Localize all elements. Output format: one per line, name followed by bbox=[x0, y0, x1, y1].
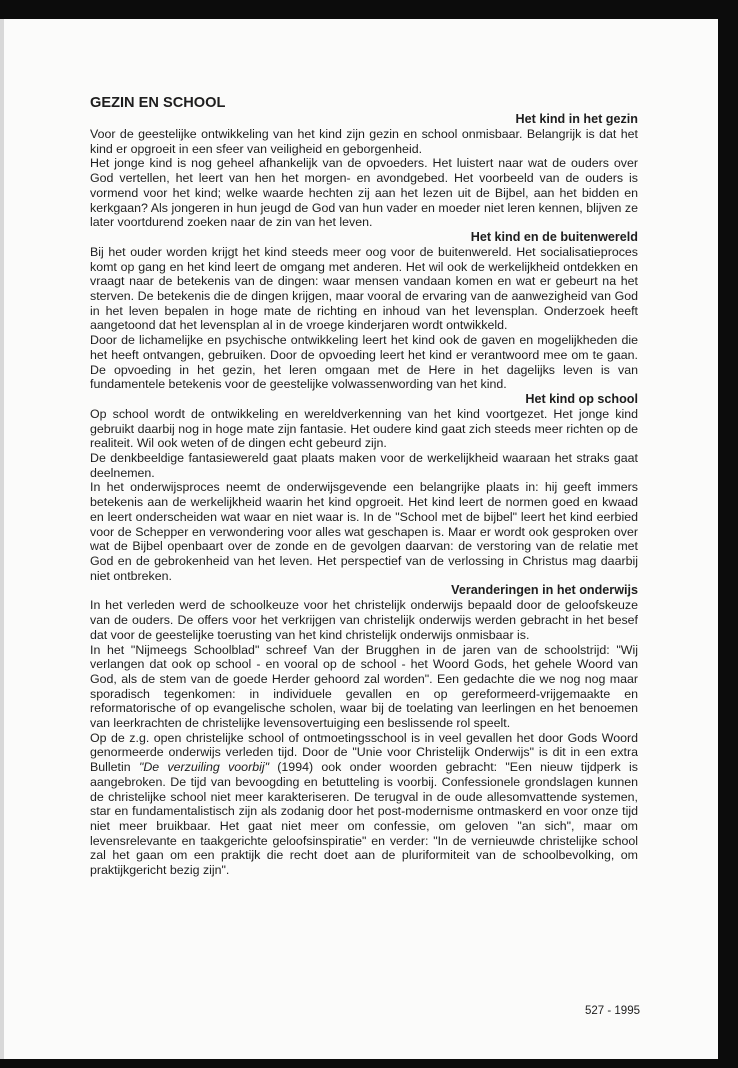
paragraph: In het verleden werd de schoolkeuze voor het christelijk onderwijs bepaald door de geloofskeuze van de ouders. De offers voor het verkrijgen van christelijk onderwijs werden gebracht in het besef dat voor de geestelijke toerusting van het kind christelijk onderwijs onmisbaar is. bbox=[90, 598, 638, 642]
paragraph bbox=[90, 731, 638, 878]
paragraph: In het "Nijmeegs Schoolblad" schreef Van der Brugghen in de jaren van de schoolstrijd: "Wij verlangen dat ook op school - en vooral op de school - het Woord Gods, het gehele Woord van God, als de stem van de goede Herder gehoord zal worden". Een gedachte die we nog nog maar sporadisch tegenkomen: in individuele gevallen en op gereformeerd-vrijgemaakte en reformatorische of op evangelische scholen, waar bij de toelating van leerlingen en het benoemen van leerkrachten de christelijke levensovertuiging een beslissende rol speelt. bbox=[90, 642, 638, 731]
paragraph: De denkbeeldige fantasiewereld gaat plaats maken voor de werkelijkheid waaraan het straks gaat deelnemen. bbox=[90, 451, 638, 480]
page-number: 527 - 1995 bbox=[585, 1005, 640, 1017]
paragraph: Op school wordt de ontwikkeling en wereldverkenning van het kind voortgezet. Het jonge kind gebruikt daarbij nog in hoge mate zijn fantasie. Het oudere kind gaat zich steeds meer richten op de realiteit. Wil ook weten of de dingen echt gebeurd zijn. bbox=[90, 406, 638, 451]
article-title: GEZIN EN SCHOOL bbox=[90, 95, 226, 111]
scan-border-top bbox=[0, 0, 738, 19]
bulletin-title: "De verzuiling voorbij" bbox=[138, 760, 269, 775]
section-heading: Veranderingen in het onderwijs bbox=[451, 583, 638, 598]
scan-border-bottom bbox=[0, 1059, 738, 1068]
paragraph: Door de lichamelijke en psychische ontwikkeling leert het kind ook de gaven en mogelijkheden die het heeft ontvangen, gebruiken. Door de opvoeding leert het kind er verantwoord mee om te gaan. De opvoeding in het gezin, het leren omgaan met de Here in het dagelijks leven is van fundamentele betekenis voor de geestelijke volwassenwording van het kind. bbox=[90, 333, 638, 392]
paragraph-text: Op de z.g. open christelijke school of ontmoetingsschool is in veel gevallen het door Gods Woord genormeerde onderwijs verleden tijd. Door de "Unie voor Christelijk Onderwijs" is dit in een extra Bulletin bbox=[90, 730, 638, 775]
paragraph: In het onderwijsproces neemt de onderwijsgevende een belangrijke plaats in: hij geeft immers betekenis aan de werkelijkheid waarin het kind opgroeit. Het kind leert de normen goed en kwaad en leert onderscheiden wat waar en niet waar is. In de "School met de bijbel" leert het kind eerbied voor de Schepper en verwondering voor alles wat geschapen is. Maar er wordt ook gesproken over wat de Bijbel openbaart over de zonde en de gevolgen daarvan: de verstoring van de relatie met God en de gebrokenheid van het leven. Het perspectief van de verlossing in Christus mag daarbij niet ontbreken. bbox=[90, 480, 638, 583]
article bbox=[90, 95, 638, 878]
paragraph: Voor de geestelijke ontwikkeling van het kind zijn gezin en school onmisbaar. Belangrijk is dat het kind er opgroeit in een sfeer van veiligheid en geborgenheid. bbox=[90, 127, 638, 156]
section-heading: Het kind op school bbox=[525, 391, 638, 406]
paragraph: Bij het ouder worden krijgt het kind steeds meer oog voor de buitenwereld. Het socialisatieproces komt op gang en het kind leert de omgang met anderen. Het wil ook de werkelijkheid ontdekken en vraagt naar de betekenis van de dingen: waar mensen vandaan komen en wat er gebeurt na het sterven. De betekenis die de dingen krijgen, maar vooral de ervaring van de aanwezigheid van God in het leven bepalen in hoge mate de richting en inhoud van het levensplan. Onderzoek heeft aangetoond dat het levensplan al in de vroege kinderjaren wordt ontwikkeld. bbox=[90, 244, 638, 333]
paragraph: Het jonge kind is nog geheel afhankelijk van de opvoeders. Het luistert naar wat de ouders over God vertellen, het leert van hen het morgen- en avondgebed. Het voorbeeld van de ouders is vormend voor het kind; welke waarde hechten zij aan het lezen uit de Bijbel, aan het bidden en kerkgaan? Als jongeren in hun jeugd de God van hun vader en moeder niet leren kennen, blijven ze later voortdurend zoeken naar de zin van het leven. bbox=[90, 156, 638, 230]
scan-border-right bbox=[718, 0, 738, 1068]
paragraph-text: (1994) ook onder woorden gebracht: "Een nieuw tijdperk is aangebroken. De tijd van bevoogding en betutteling is voorbij. Confessionele grondslagen kunnen de christelijke school niet meer karakteriseren. De terugval in de oude allesomvattende systemen, star en fundamentalistisch zijn als zodanig door het post-modernisme ontmaskerd en voor onze tijd niet meer bruikbaar. Het gaat niet meer om confessie, om geloven "an sich", maar om levensrelevante en taakgerichte geloofsinspiratie" en verder: "In de vernieuwde christelijke school zal het gaan om een praktijk die recht doet aan de pluriformiteit van de schoolbevolking, om praktijkgericht bezig zijn". bbox=[90, 760, 638, 878]
section-heading: Het kind en de buitenwereld bbox=[470, 229, 638, 244]
section-heading: Het kind in het gezin bbox=[515, 112, 638, 126]
